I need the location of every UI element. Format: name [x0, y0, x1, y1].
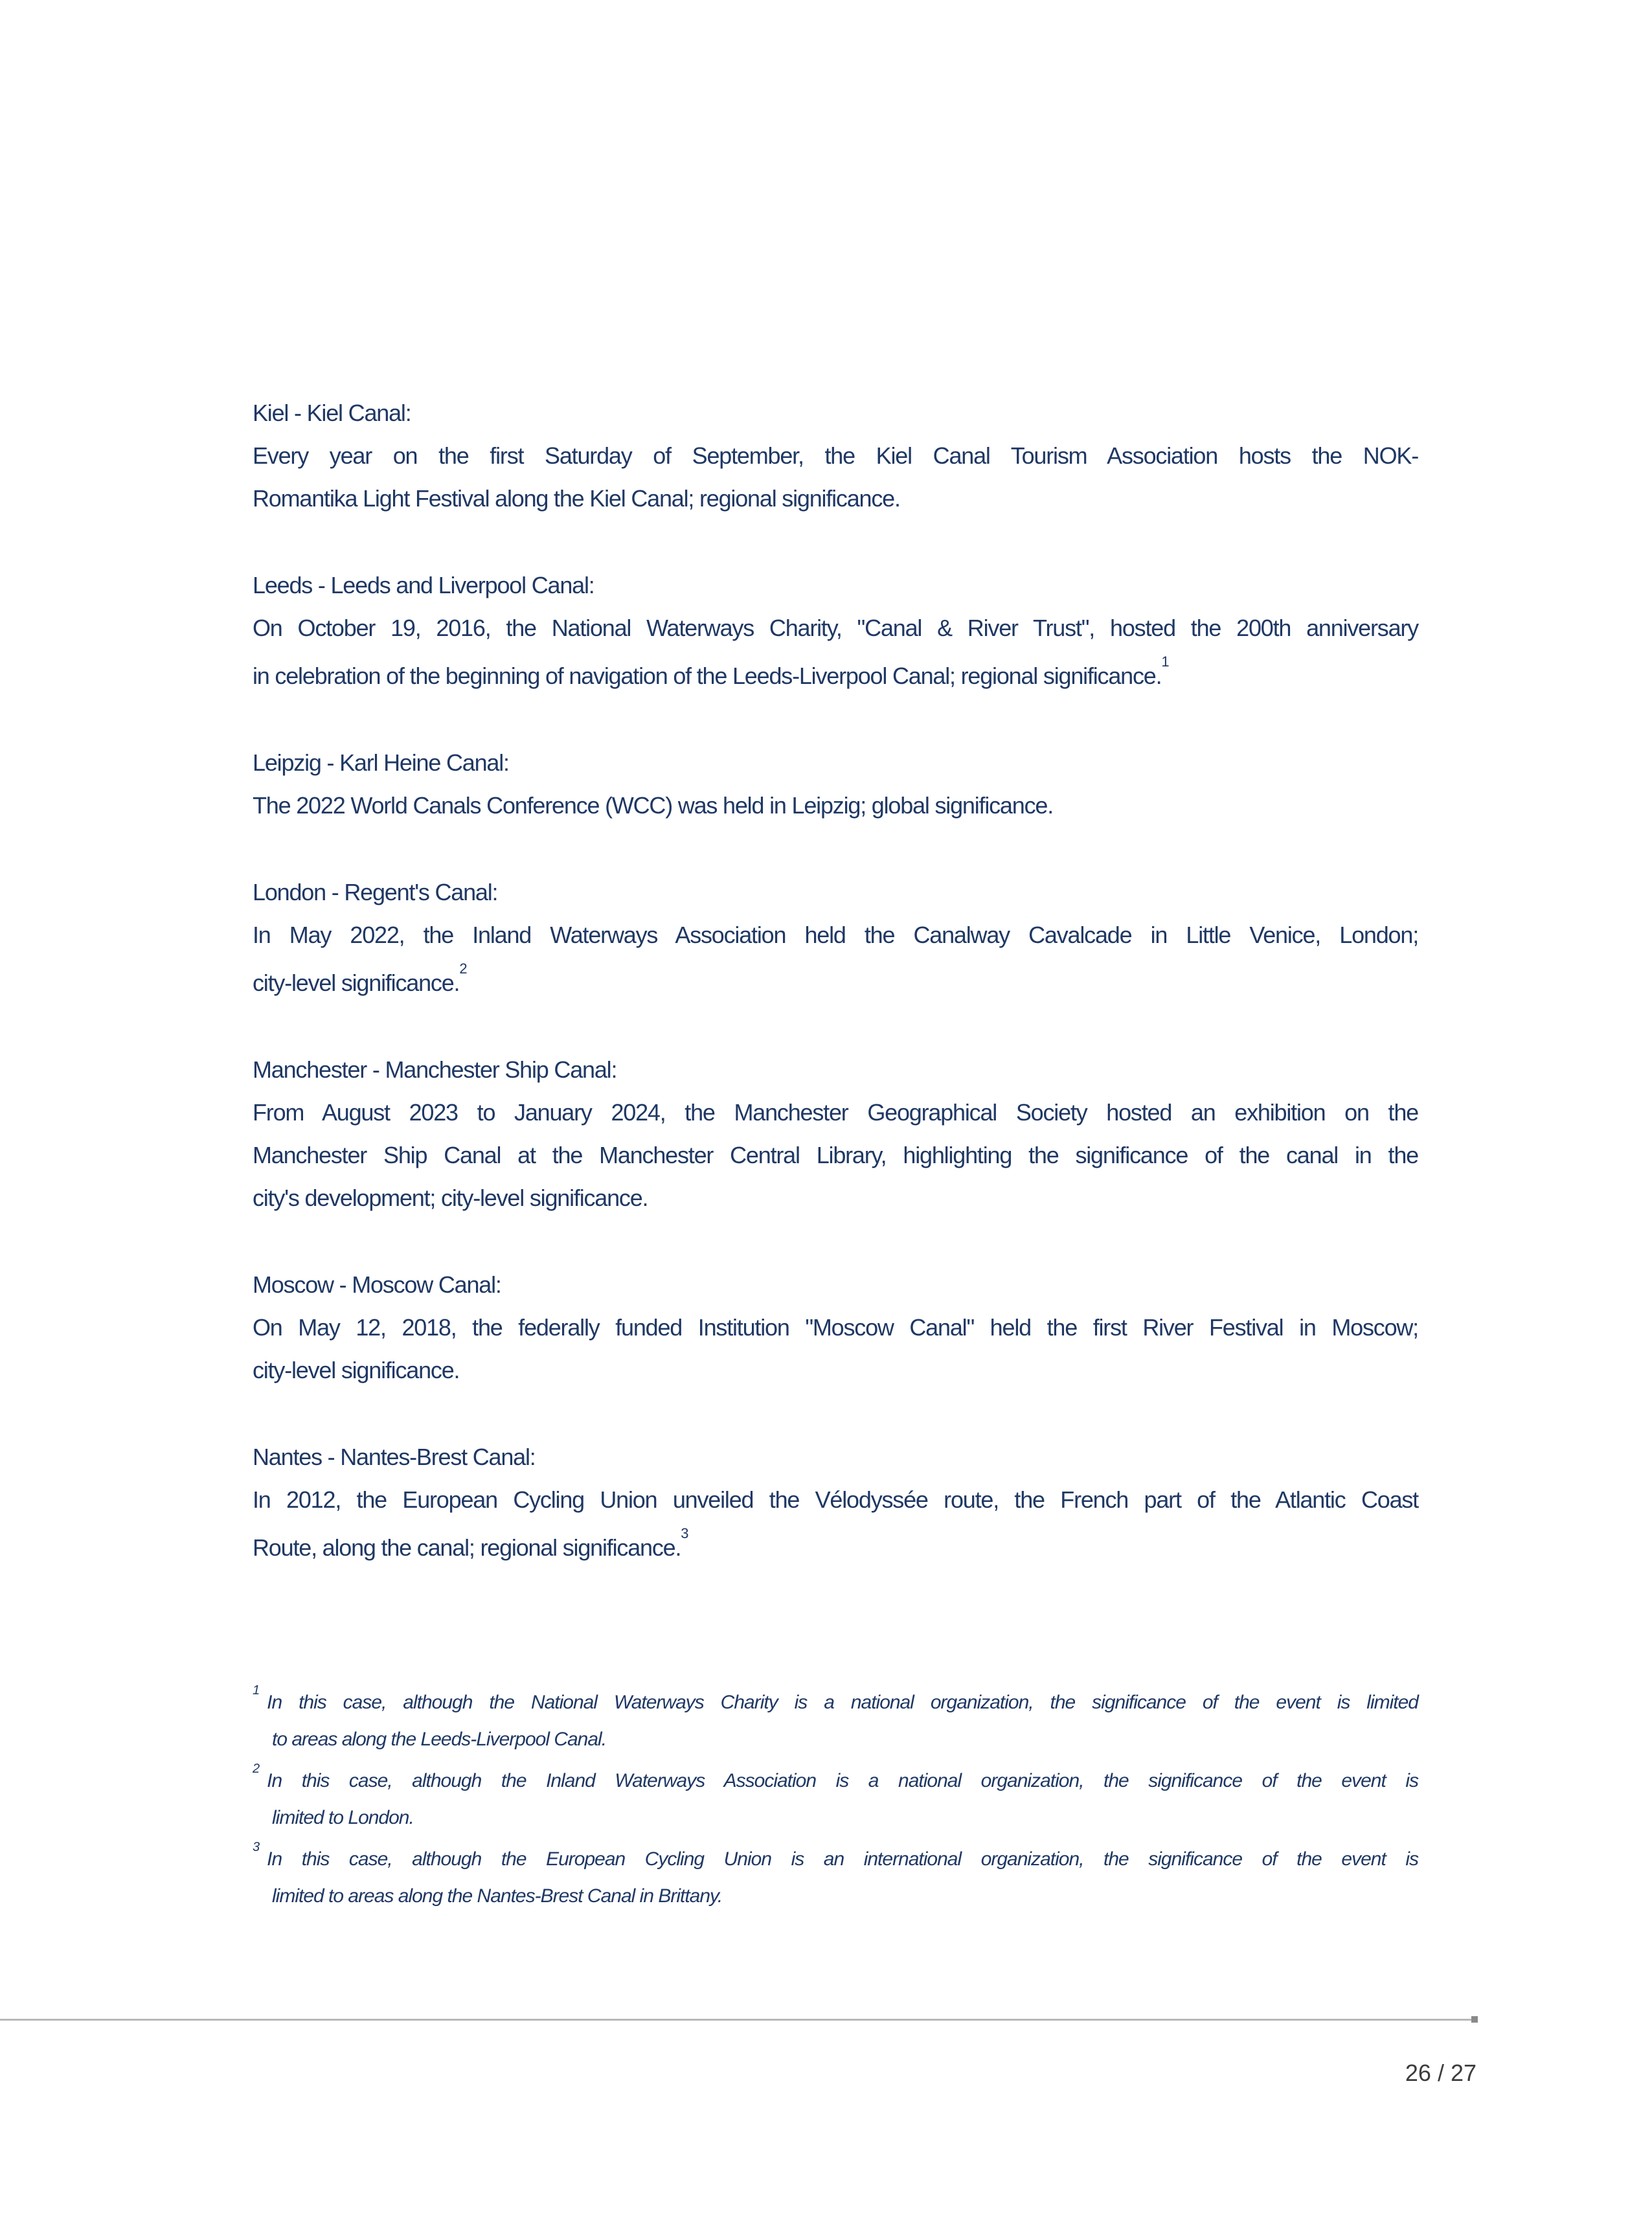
footnote-line: [253, 1836, 1418, 1878]
text-line: Manchester Ship Canal at the Manchester Central Library, highlighting the significance of the canal in the: [253, 1142, 1418, 1168]
text-line: In May 2022, the Inland Waterways Association held the Canalway Cavalcade in Little Venice, London;: [253, 922, 1418, 948]
section-leeds: [253, 564, 1418, 698]
text-line: The 2022 World Canals Conference (WCC) was held in Leipzig; global significance.: [253, 792, 1054, 819]
text-line-text: city-level significance.: [253, 970, 460, 996]
footer-rule: [0, 2019, 1474, 2021]
section-heading: Kiel - Kiel Canal:: [253, 400, 411, 426]
footnote-line: [253, 1758, 1418, 1799]
footnote-2: [253, 1758, 1418, 1836]
section-nantes: [253, 1436, 1418, 1569]
section-heading: Nantes - Nantes-Brest Canal:: [253, 1444, 536, 1470]
page-number-label: 26 / 27: [1405, 2060, 1477, 2086]
text-line-text: Route, along the canal; regional significance.: [253, 1534, 681, 1561]
section-heading: Manchester - Manchester Ship Canal:: [253, 1056, 617, 1083]
section-heading: Moscow - Moscow Canal:: [253, 1271, 501, 1298]
text-line: From August 2023 to January 2024, the Manchester Geographical Society hosted an exhibition on the: [253, 1099, 1418, 1126]
section-leipzig: [253, 742, 1418, 827]
text-line: On May 12, 2018, the federally funded Institution "Moscow Canal" held the first River Festival in Moscow;: [253, 1314, 1418, 1341]
footnote-marker: 3: [253, 1840, 260, 1854]
footnote-text: In this case, although the Inland Waterways Association is a national organization, the significance of the event is: [267, 1770, 1418, 1791]
footnote-reference: 1: [1161, 653, 1170, 670]
text-line-text: in celebration of the beginning of navigation of the Leeds-Liverpool Canal; regional significance.: [253, 663, 1162, 689]
footnotes-block: [253, 1679, 1418, 1914]
footnote-3: [253, 1836, 1418, 1914]
section-heading: Leipzig - Karl Heine Canal:: [253, 749, 509, 776]
section-heading: Leeds - Leeds and Liverpool Canal:: [253, 572, 594, 598]
footnote-1: [253, 1679, 1418, 1758]
text-line: Romantika Light Festival along the Kiel Canal; regional significance.: [253, 485, 900, 512]
text-line: On October 19, 2016, the National Waterways Charity, "Canal & River Trust", hosted the 200th anniversary: [253, 615, 1418, 641]
footnote-line: limited to areas along the Nantes-Brest Canal in Brittany.: [272, 1885, 723, 1907]
footnote-text: In this case, although the National Waterways Charity is a national organization, the significance of the event is limited: [267, 1692, 1418, 1713]
footnote-marker: 1: [253, 1683, 260, 1698]
footnote-marker: 2: [253, 1762, 260, 1776]
text-line: [253, 957, 1418, 1005]
text-line: In 2012, the European Cycling Union unveiled the Vélodyssée route, the French part of the Atlantic Coast: [253, 1486, 1418, 1513]
text-line: city's development; city-level significance.: [253, 1185, 648, 1211]
text-line: Every year on the first Saturday of September, the Kiel Canal Tourism Association hosts the NOK-: [253, 442, 1418, 469]
section-kiel: [253, 392, 1418, 520]
footnote-line: [253, 1679, 1418, 1721]
footnote-reference: 2: [459, 960, 468, 977]
section-moscow: [253, 1264, 1418, 1392]
section-manchester: [253, 1049, 1418, 1220]
footnote-reference: 3: [681, 1525, 689, 1541]
text-line: [253, 650, 1418, 698]
text-line: city-level significance.: [253, 1357, 460, 1383]
footer-rule-handle: [1471, 2016, 1478, 2023]
section-heading: London - Regent's Canal:: [253, 879, 498, 905]
text-line: [253, 1521, 1418, 1569]
document-content: [253, 392, 1418, 1914]
footnote-line: limited to London.: [272, 1807, 414, 1828]
section-london: [253, 871, 1418, 1005]
footnote-line: to areas along the Leeds-Liverpool Canal.: [272, 1729, 607, 1750]
footnote-text: In this case, although the European Cycling Union is an international organization, the significance of the event is: [267, 1848, 1418, 1870]
